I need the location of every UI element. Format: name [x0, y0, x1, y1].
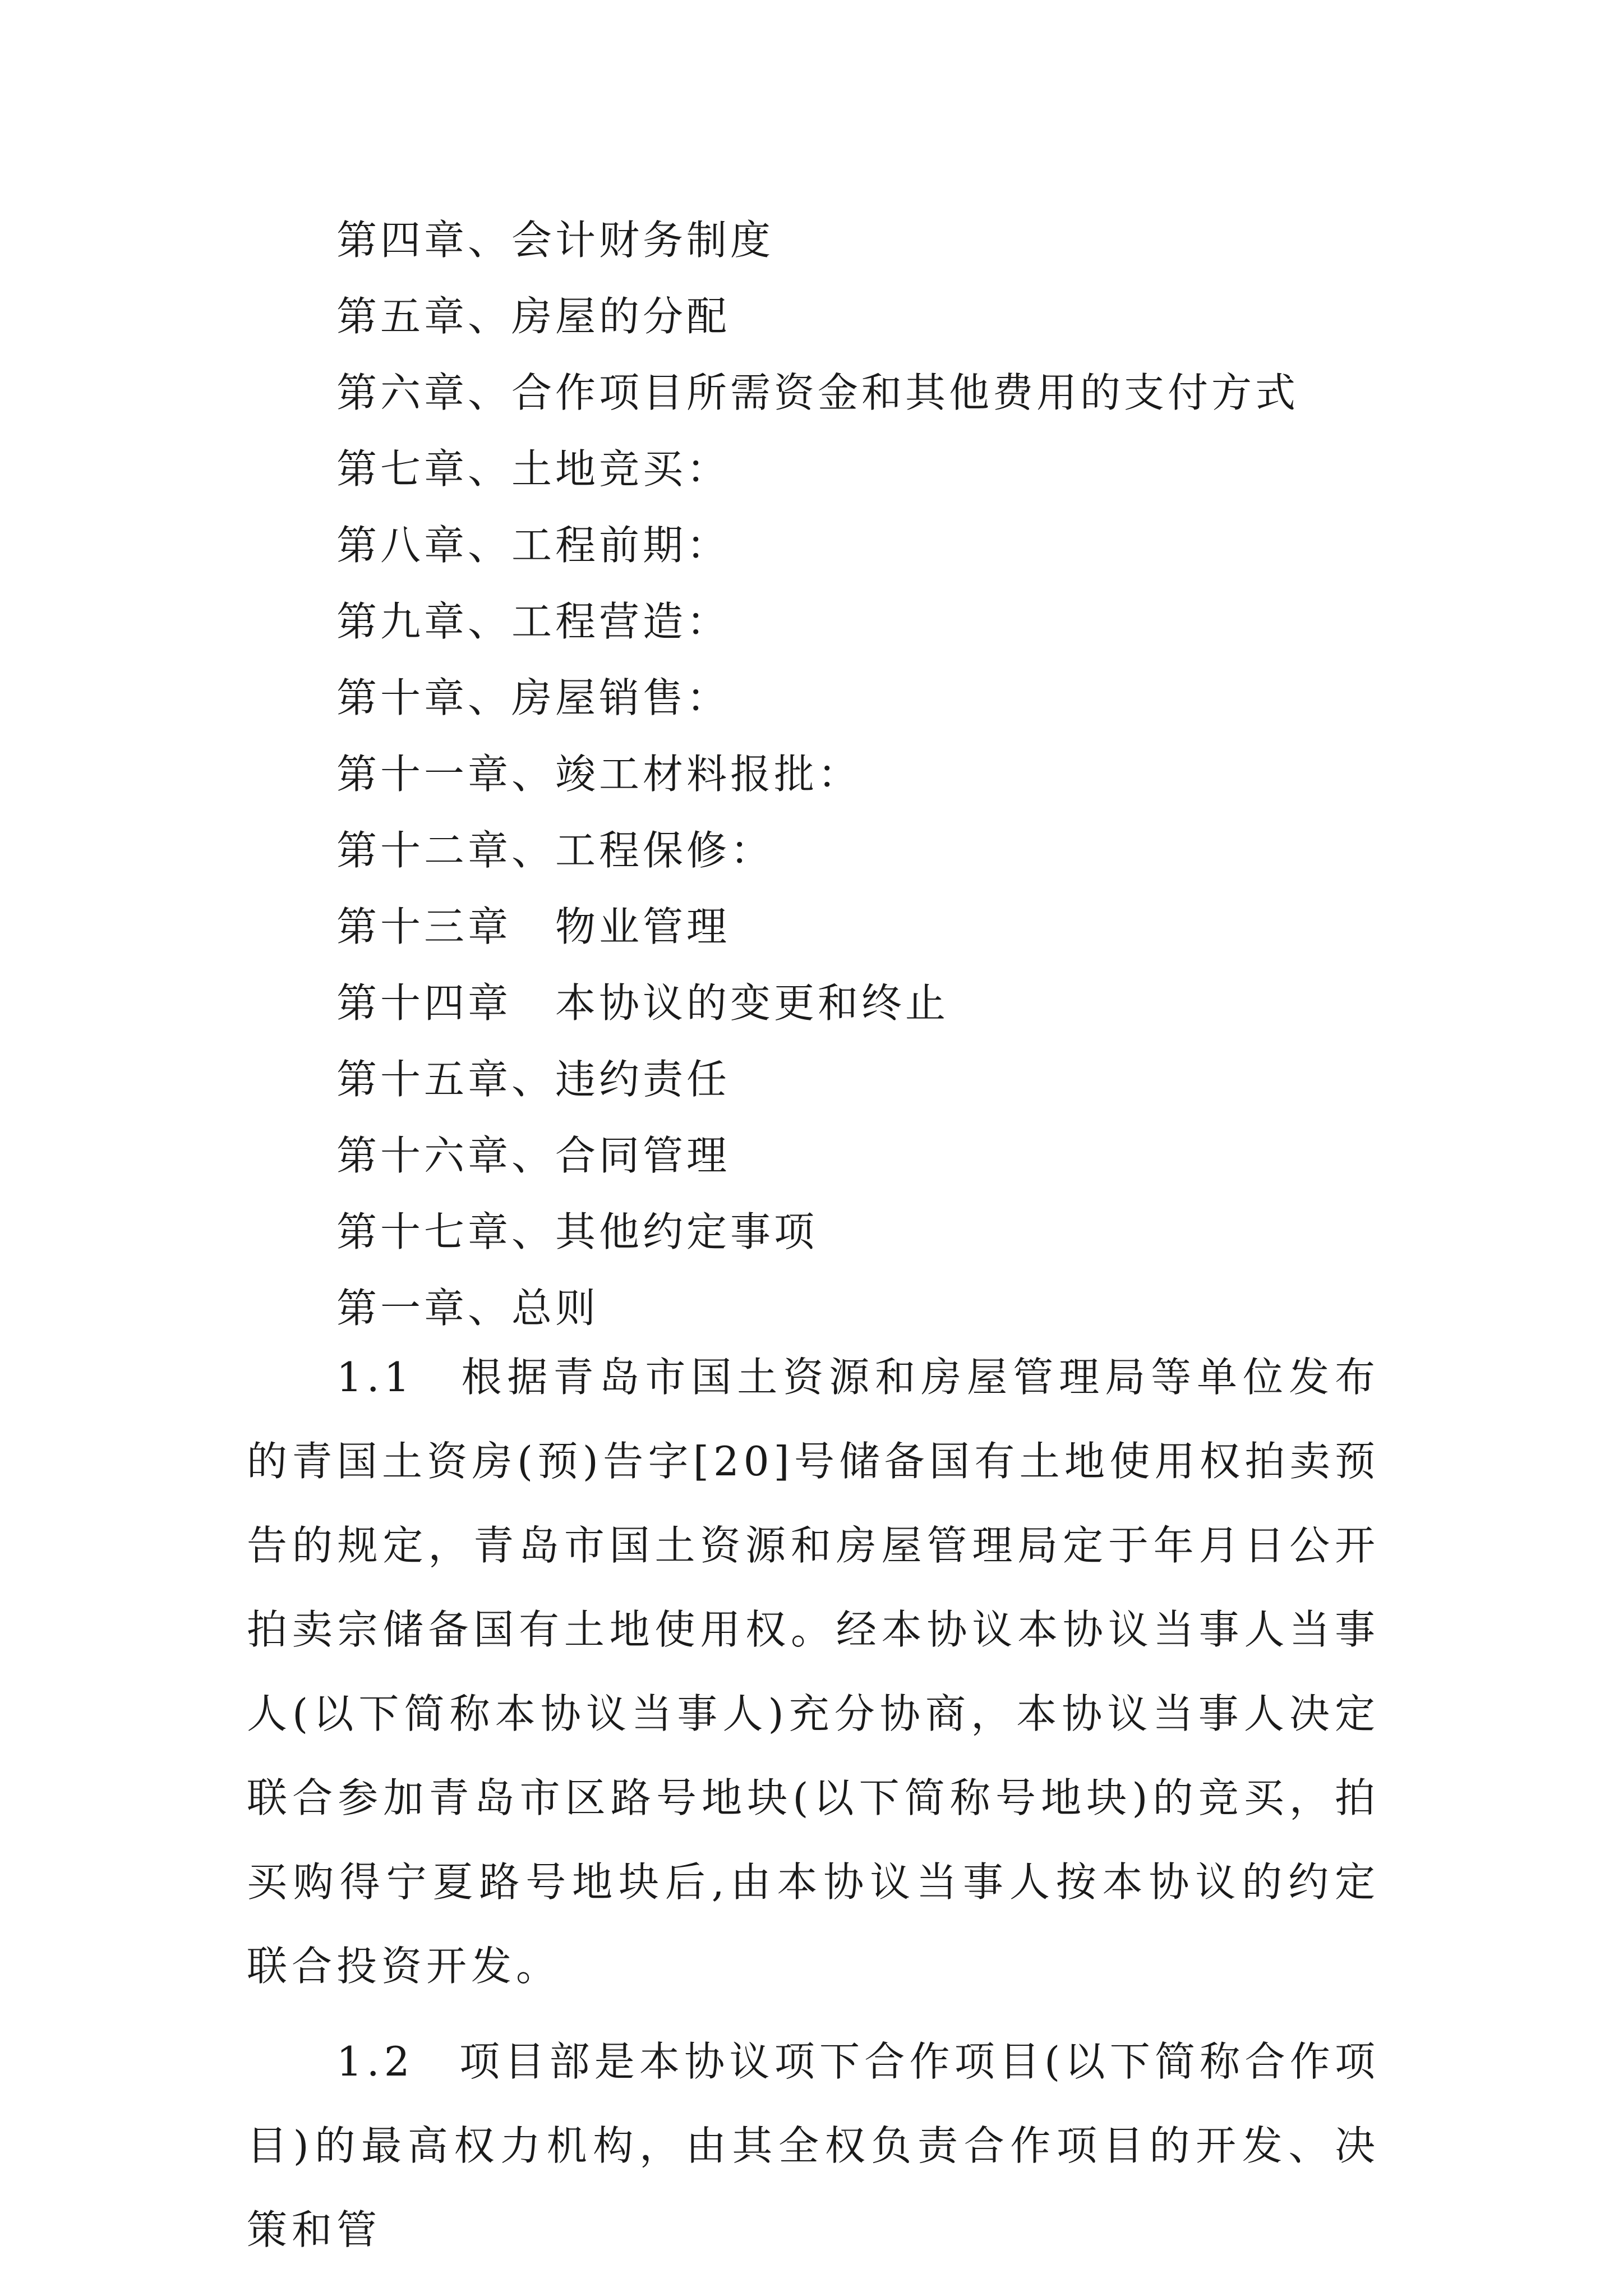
- chapter-item: 第七章、土地竞买：: [336, 445, 731, 493]
- chapter-item: 第十七章、其他约定事项: [336, 1208, 818, 1255]
- chapter-item: 第六章、合作项目所需资金和其他费用的支付方式: [336, 369, 1299, 416]
- chapter-item: 第九章、工程营造：: [336, 598, 731, 645]
- chapter-item: 第十一章、竣工材料报批：: [336, 751, 862, 798]
- chapter-item: 第五章、房屋的分配: [336, 293, 731, 340]
- chapter-list: [336, 202, 1514, 1346]
- chapter-item: 第十章、房屋销售：: [336, 674, 731, 721]
- chapter-item: 第八章、工程前期：: [336, 522, 731, 569]
- chapter-item: 第十二章、工程保修：: [336, 827, 774, 874]
- chapter-item: 第十六章、合同管理: [336, 1132, 731, 1179]
- chapter-item: 第十三章 物业管理: [336, 903, 731, 950]
- chapter-item: 第四章、会计财务制度: [336, 217, 774, 264]
- clause-1-1: 1.1 根据青岛市国土资源和房屋管理局等单位发布的青国土资房(预)告字[20]号储备国有土地使用权拍卖预告的规定，青岛市国土资源和房屋管理局定于年月日公开拍卖宗储备国有土地使用权。经本协议本协议当事人当事人(以下简称本协议当事人)充分协商，本协议当事人决定联合参加青岛市区路号地块(以下简称号地块)的竞买，拍买购得宁夏路号地块后,由本协议当事人按本协议的约定联合投资开发。: [247, 1354, 1380, 1990]
- chapter-body: [247, 1335, 1380, 2283]
- chapter-item: 第十四章 本协议的变更和终止: [336, 979, 949, 1027]
- clause-1-2: 1.2 项目部是本协议项下合作项目(以下简称合作项目)的最高权力机构，由其全权负责合作项目的开发、决策和管: [247, 2038, 1380, 2253]
- chapter-item: 第十五章、违约责任: [336, 1056, 731, 1103]
- chapter-heading: 第一章、总则: [336, 1285, 600, 1332]
